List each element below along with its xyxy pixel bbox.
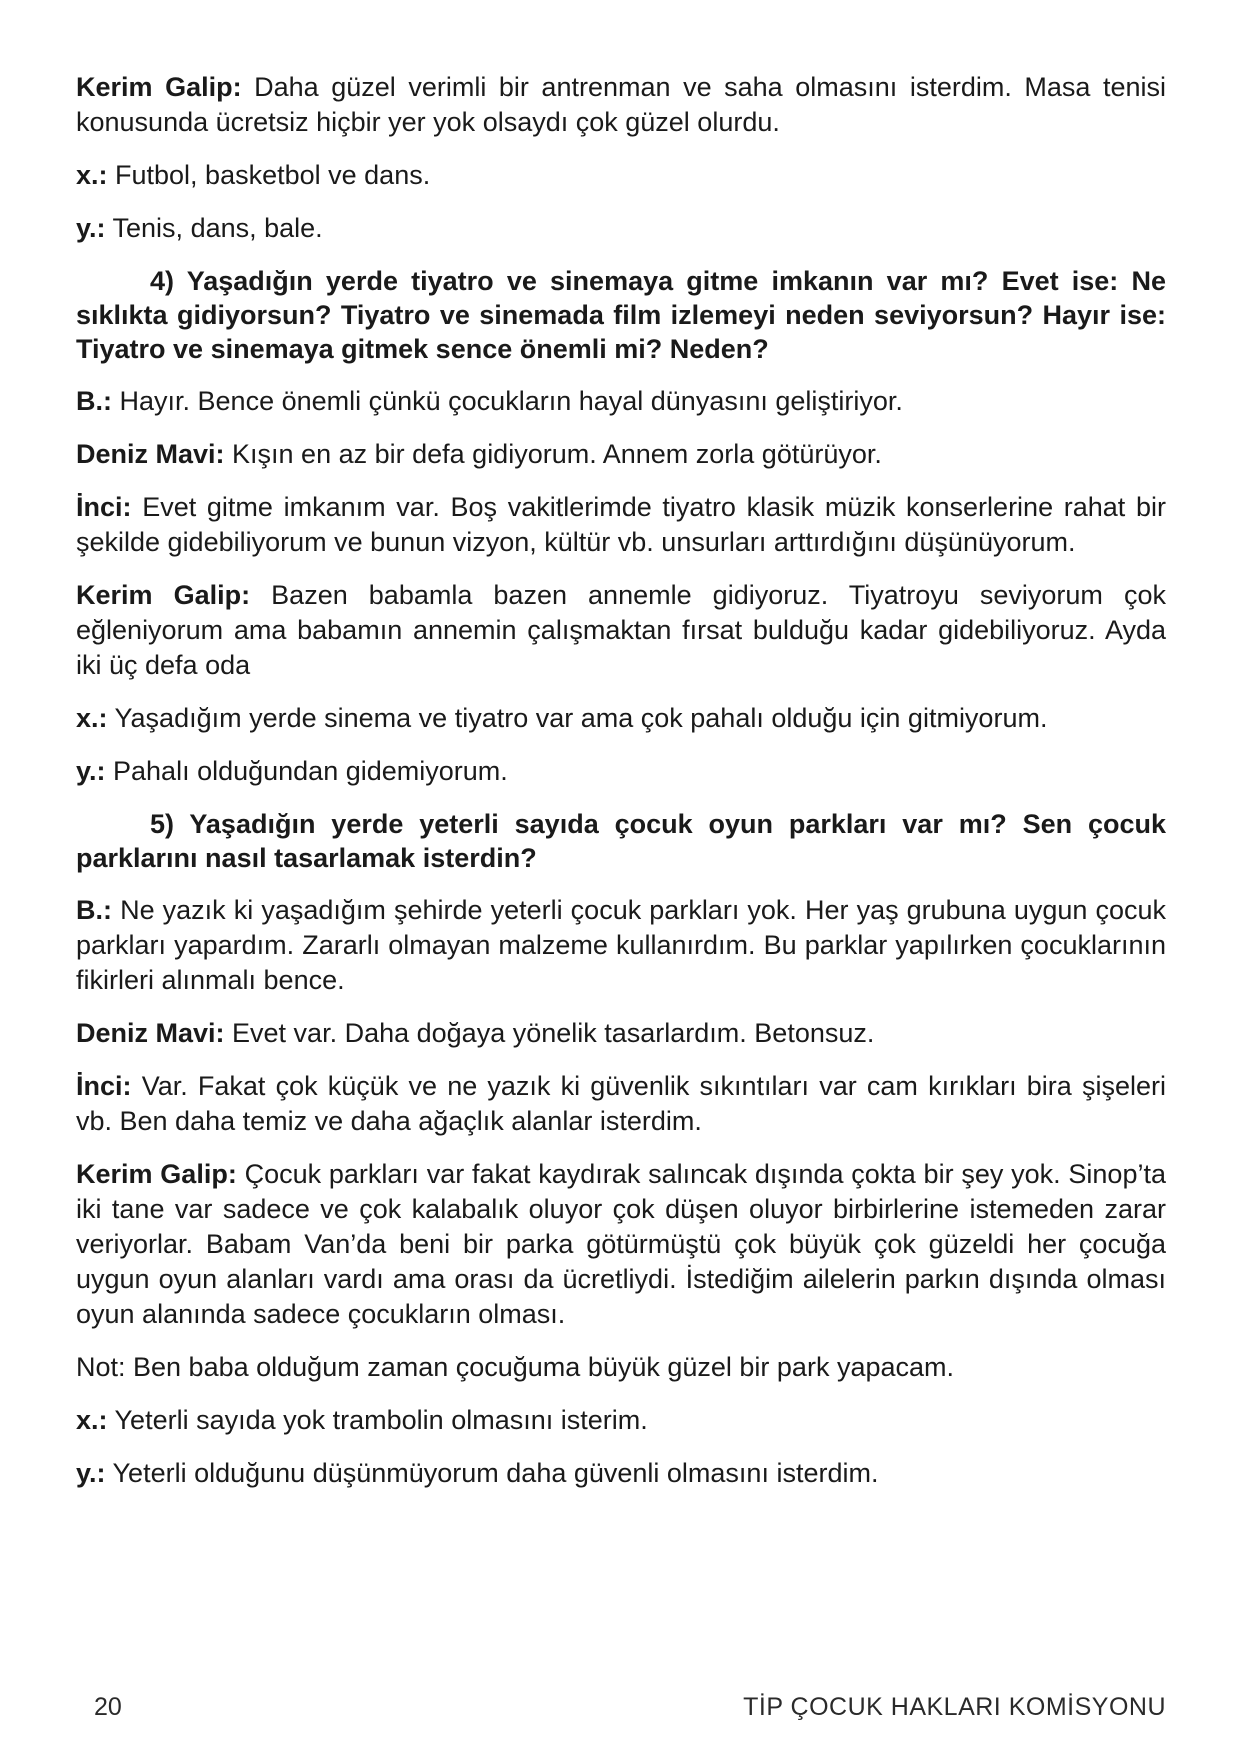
question-heading: 5) Yaşadığın yerde yeterli sayıda çocuk oyun parkları var mı? Sen çocuk parklarını nasıl tasarlamak isterdin? — [76, 809, 1166, 873]
answer-paragraph — [76, 437, 1166, 472]
speaker-name: B.: — [76, 895, 112, 925]
answer-paragraph — [76, 158, 1166, 193]
speaker-name: x.: — [76, 1405, 108, 1435]
answer-text: Evet gitme imkanım var. Boş vakitlerimde tiyatro klasik müzik konserlerine rahat bir şekilde gidebiliyorum ve bunun vizyon, kültür vb. unsurları arttırdığını düşünüyorum. — [76, 492, 1166, 557]
speaker-name: Kerim Galip: — [76, 72, 242, 102]
answer-text: Yeterli sayıda yok trambolin olmasını isterim. — [107, 1405, 648, 1435]
page-number: 20 — [94, 1693, 122, 1721]
speaker-name: x.: — [76, 160, 108, 190]
page-content — [76, 70, 1166, 1509]
answer-paragraph — [76, 384, 1166, 419]
answer-text: Daha güzel verimli bir antrenman ve saha olmasını isterdim. Masa tenisi konusunda ücretsiz hiçbir yer yok olsaydı çok güzel olurdu. — [76, 72, 1166, 137]
answer-paragraph — [76, 578, 1166, 683]
answer-text: Pahalı olduğundan gidemiyorum. — [105, 756, 508, 786]
answer-paragraph — [76, 893, 1166, 998]
answer-text: Yeterli olduğunu düşünmüyorum daha güvenli olmasını isterdim. — [105, 1458, 879, 1488]
answer-paragraph — [76, 1069, 1166, 1139]
answer-paragraph — [76, 1456, 1166, 1491]
answer-paragraph — [76, 701, 1166, 736]
answer-text: Çocuk parkları var fakat kaydırak salıncak dışında çokta bir şey yok. Sinop’ta iki tane var sadece ve çok kalabalık oluyor çok düşen oluyor birbirlerine istemeden zarar veriyorlar. Babam Van’da beni bir parka götürmüştü çok büyük çok güzeldi her çocuğa uygun oyun alanları vardı ama orası da ücretliydi. İstediğim ailelerin parkın dışında olması oyun alanında sadece çocukların olması. — [76, 1159, 1166, 1329]
answer-text: Yaşadığım yerde sinema ve tiyatro var ama çok pahalı olduğu için gitmiyorum. — [107, 703, 1048, 733]
speaker-name: İnci: — [76, 492, 132, 522]
page-footer — [94, 1690, 1166, 1724]
answer-paragraph — [76, 1403, 1166, 1438]
note-text: Not: Ben baba olduğum zaman çocuğuma büyük güzel bir park yapacam. — [76, 1352, 955, 1382]
speaker-name: Deniz Mavi: — [76, 439, 225, 469]
speaker-name: İnci: — [76, 1071, 132, 1101]
answer-text: Ne yazık ki yaşadığım şehirde yeterli çocuk parkları yok. Her yaş grubuna uygun çocuk parkları yapardım. Zararlı olmayan malzeme kullanırdım. Bu parklar yapılırken çocuklarının fikirleri alınmalı bence. — [76, 895, 1166, 995]
answer-text: Bazen babamla bazen annemle gidiyoruz. Tiyatroyu seviyorum çok eğleniyorum ama babamın annemin çalışmaktan fırsat bulduğu kadar gidebiliyoruz. Ayda iki üç defa oda — [76, 580, 1166, 680]
speaker-name: y.: — [76, 1458, 106, 1488]
answer-text: Hayır. Bence önemli çünkü çocukların hayal dünyasını geliştiriyor. — [112, 386, 903, 416]
speaker-name: y.: — [76, 756, 106, 786]
question-heading: 4) Yaşadığın yerde tiyatro ve sinemaya gitme imkanın var mı? Evet ise: Ne sıklıkta gidiyorsun? Tiyatro ve sinemada film izlemeyi neden seviyorsun? Hayır ise: Tiyatro ve sinemaya gitmek sence önemli mi? Neden? — [76, 266, 1166, 364]
note-paragraph — [76, 1350, 1166, 1385]
answer-paragraph — [76, 1157, 1166, 1332]
footer-title: TİP ÇOCUK HAKLARI KOMİSYONU — [743, 1693, 1166, 1721]
answer-paragraph — [76, 754, 1166, 789]
answer-text: Var. Fakat çok küçük ve ne yazık ki güvenlik sıkıntıları var cam kırıkları bira şişeleri vb. Ben daha temiz ve daha ağaçlık alanlar isterdim. — [76, 1071, 1166, 1136]
speaker-name: y.: — [76, 213, 106, 243]
answer-paragraph — [76, 1016, 1166, 1051]
answer-paragraph — [76, 490, 1166, 560]
answer-text: Tenis, dans, bale. — [105, 213, 323, 243]
speaker-name: Kerim Galip: — [76, 1159, 237, 1189]
speaker-name: Kerim Galip: — [76, 580, 251, 610]
answer-paragraph — [76, 211, 1166, 246]
answer-text: Futbol, basketbol ve dans. — [107, 160, 431, 190]
answer-text: Evet var. Daha doğaya yönelik tasarlardım. Betonsuz. — [224, 1018, 875, 1048]
speaker-name: Deniz Mavi: — [76, 1018, 225, 1048]
speaker-name: x.: — [76, 703, 108, 733]
answer-paragraph — [76, 70, 1166, 140]
answer-text: Kışın en az bir defa gidiyorum. Annem zorla götürüyor. — [224, 439, 882, 469]
speaker-name: B.: — [76, 386, 112, 416]
